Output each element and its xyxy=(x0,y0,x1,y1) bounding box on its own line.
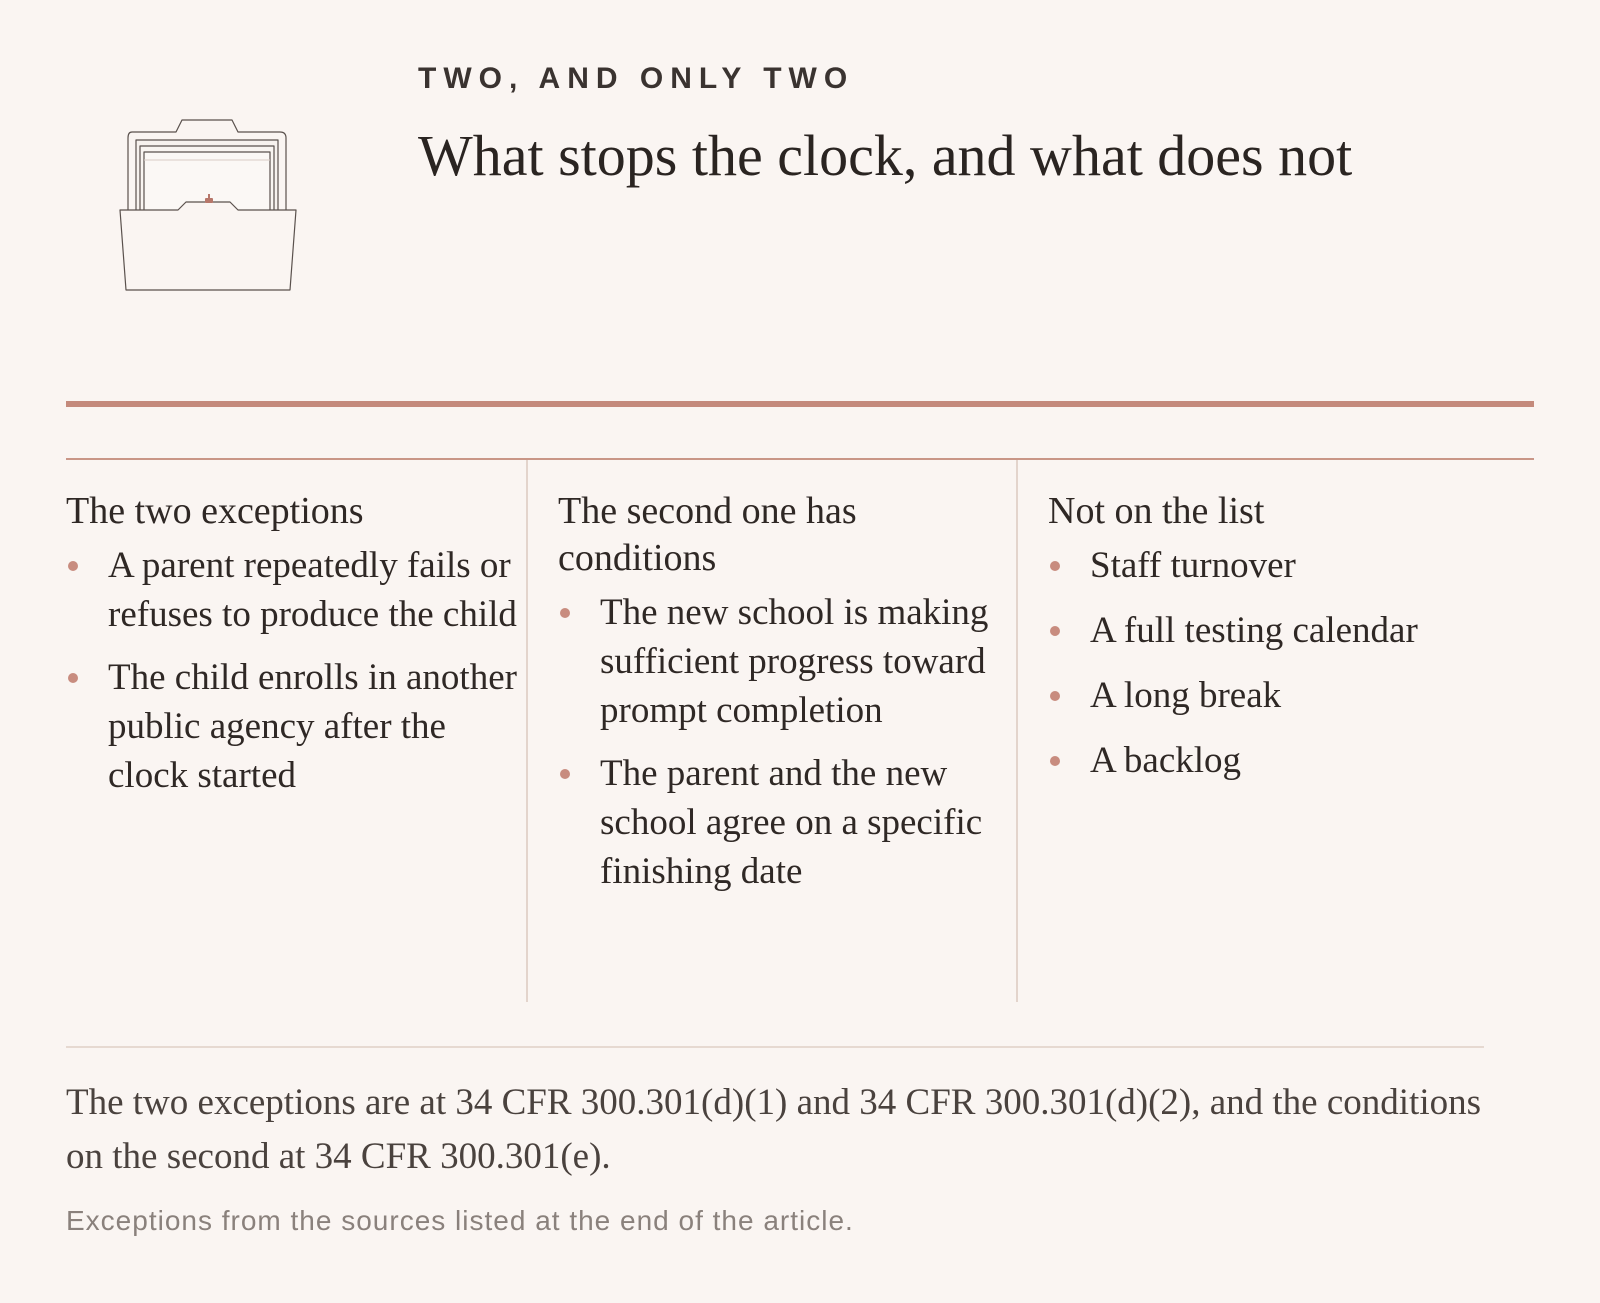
list-item-text: A parent repeatedly fails or refuses to produce the child xyxy=(108,545,517,635)
list-item xyxy=(66,541,526,639)
column-not-on-list xyxy=(1016,460,1534,1002)
list-item xyxy=(1048,671,1534,720)
bullet-icon xyxy=(1050,561,1060,571)
exceptions-grid xyxy=(66,460,1534,1002)
bullet-icon xyxy=(68,673,78,683)
page-title: What stops the clock, and what does not xyxy=(418,123,1353,188)
list-item xyxy=(558,588,1016,735)
list-item-text: The child enrolls in another public agency after the clock started xyxy=(108,657,517,796)
list-item-text: The new school is making sufficient progress toward prompt completion xyxy=(600,592,989,731)
list-item xyxy=(1048,541,1534,590)
list-item xyxy=(558,749,1016,896)
bullet-icon xyxy=(1050,756,1060,766)
bullet-icon xyxy=(1050,691,1060,701)
item-list xyxy=(1048,541,1534,785)
item-list xyxy=(558,588,1016,896)
bullet-icon xyxy=(560,769,570,779)
list-item-text: The parent and the new school agree on a specific finishing date xyxy=(600,753,983,892)
item-list xyxy=(66,541,526,800)
bullet-icon xyxy=(1050,626,1060,636)
list-item-text: Staff turnover xyxy=(1090,545,1296,586)
file-folder-icon xyxy=(118,112,308,302)
bullet-icon xyxy=(560,608,570,618)
list-item xyxy=(1048,606,1534,655)
divider-bottom xyxy=(66,1046,1484,1048)
column-heading: The second one has conditions xyxy=(558,490,857,579)
list-item xyxy=(66,653,526,800)
bullet-icon xyxy=(68,561,78,571)
divider-thick xyxy=(66,401,1534,407)
list-item-text: A backlog xyxy=(1090,740,1242,781)
citation-note: The two exceptions are at 34 CFR 300.301(d)(1) and 34 CFR 300.301(d)(2), and the conditions on the second at 34 CFR 300.301(e). xyxy=(66,1082,1482,1177)
section-eyebrow: TWO, AND ONLY TWO xyxy=(418,62,855,95)
column-heading: The two exceptions xyxy=(66,490,364,532)
source-caption: Exceptions from the sources listed at the end of the article. xyxy=(66,1205,854,1236)
list-item xyxy=(1048,736,1534,785)
column-two-exceptions xyxy=(66,460,526,1002)
column-heading: Not on the list xyxy=(1048,490,1265,532)
column-conditions xyxy=(526,460,1016,1002)
list-item-text: A full testing calendar xyxy=(1090,610,1418,651)
list-item-text: A long break xyxy=(1090,675,1282,716)
